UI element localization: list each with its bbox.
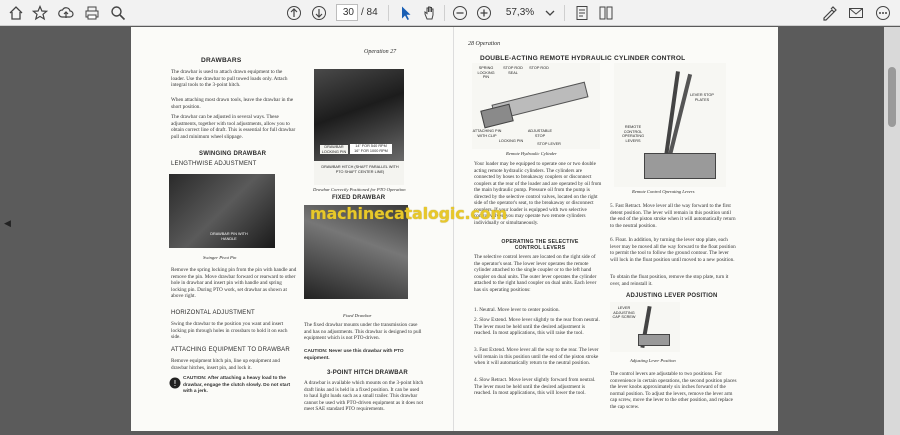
list-item: 6. Float. In addition, by turning the lever stop plate, each lever may be moved all the way forward to the float position to permit the tool to follow the ground contour. The lever will lock in the float position until moved to a new position. [610, 237, 736, 263]
paragraph: The control levers are adjustable to two positions. For convenience in certain operations, the second position places the lever knobs approximately six inches forward of the normal position. To adjust the levers, remove the lever arm cap screw, move the lever to the other position, and replace the cap screw. [610, 371, 737, 410]
bookmark-star-icon[interactable] [30, 3, 50, 23]
list-item: 1. Neutral. Move lever to center position. [474, 307, 560, 313]
svg-text:!: ! [173, 379, 177, 388]
paragraph: The drawbar is used to attach drawn equipment to the loader. Use the drawbar to pull towed loads only. Attach integral tools to the 3-point hitch. [171, 69, 288, 88]
heading-swinging-drawbar: SWINGING DRAWBAR [199, 151, 267, 157]
figure-adjusting-lever: LEVER ADJUSTING CAP SCREW [610, 302, 680, 352]
heading-fixed-drawbar: FIXED DRAWBAR [332, 195, 386, 201]
toolbar-divider [388, 5, 389, 21]
page-number-input[interactable]: 30 [336, 4, 358, 21]
upload-icon[interactable] [56, 3, 76, 23]
caution-note: CAUTION: After attaching a heavy load to the drawbar, engage the clutch slowly. Do not start with a jerk. [183, 376, 291, 394]
home-icon[interactable] [6, 3, 26, 23]
paragraph: Swing the drawbar to the position you want and insert locking pin through holes in crossbars to hold it on each side. [171, 321, 288, 340]
section-title-drawbars: DRAWBARS [201, 57, 242, 64]
figure-caption: Remote Hydraulic Cylinder [506, 151, 557, 156]
heading-3-point-hitch: 3-POINT HITCH DRAWBAR [327, 370, 408, 376]
previous-page-arrow-icon[interactable]: ◀ [4, 218, 11, 228]
pointer-icon[interactable] [396, 3, 416, 23]
scrollbar-thumb[interactable] [888, 67, 896, 127]
list-item: 3. Fast Extend. Move lever all the way to the rear. The lever will remain in this position until the end of the piston stroke when it will automatically return to the neutral position. [474, 347, 599, 366]
zoom-in-icon[interactable] [474, 3, 494, 23]
figure-remote-hydraulic-cylinder: SPRING LOCKING PIN STOP ROD SEAL STOP ROD ADJUSTABLE STOP ATTACHING PIN WITH CLIP LOCKING PIN STOP LEVER [472, 63, 600, 149]
figure-caption: Drawbar Correctly Positioned for PTO Operation [313, 187, 406, 192]
paragraph: The fixed drawbar mounts under the transmission case and has no adjustments. This drawbar is designed to pull equipment which is not PTO-driven. [304, 322, 422, 341]
figure-caption: Swinger Pivot Pin [203, 255, 237, 260]
page-header: Operation 27 [364, 49, 397, 55]
heading-horizontal-adjustment: HORIZONTAL ADJUSTMENT [171, 310, 255, 316]
viewer-toolbar [0, 0, 900, 26]
figure-caption: Remote Control Operating Levers [632, 189, 695, 194]
paragraph: Remove equipment hitch pin, line up equipment and drawbar hitches, insert pin, and lock it. [171, 358, 280, 371]
paragraph: The selective control levers are located on the right side of the operator's seat. The lower lever operates the remote cylinder attached to the single coupler or to the left hand coupler on dual units. The outer lever operates the cylinder attached to the right hand coupler on dual units. Each lever has six operating positions: [474, 254, 597, 293]
section-title-remote-cylinder: DOUBLE-ACTING REMOTE HYDRAULIC CYLINDER CONTROL [480, 55, 686, 62]
figure-caption: Adjusting Lever Position [630, 358, 676, 363]
heading-lengthwise-adjustment: LENGTHWISE ADJUSTMENT [171, 161, 257, 167]
vertical-scrollbar[interactable] [884, 27, 900, 435]
zoom-level[interactable]: 57,3% [505, 7, 535, 18]
list-item: 2. Slow Extend. Move lever slightly to the rear from neutral. The lever must be held until the desired adjustment is reached. In most applications, this will raise the tool. [474, 317, 600, 336]
list-item: 4. Slow Retract. Move lever slightly forward from neutral. The lever must be held until the desired adjustment is reached. In most applications, this will lower the tool. [474, 377, 596, 396]
toolbar-divider [444, 5, 445, 21]
paragraph: A drawbar is available which mounts on the 3-point hitch draft links and is held in a fixed position. It can be used to haul light loads such as a small trailer. This drawbar cannot be used with PTO-driven equipment as it does not meet SAE standard PTO requirements. [304, 380, 424, 412]
document-tools-icon[interactable] [572, 3, 592, 23]
print-icon[interactable] [82, 3, 102, 23]
paragraph: To obtain the float position, remove the stop plate, turn it over, and reinstall it. [610, 274, 729, 287]
figure-remote-control-levers: LEVER STOP PLATES REMOTE CONTROL OPERATING LEVERS [614, 63, 726, 187]
page-28 [453, 27, 778, 431]
page-header: 28 Operation [468, 41, 501, 47]
caution-icon [169, 377, 181, 389]
page-total: / 84 [361, 7, 378, 18]
page-27 [131, 27, 453, 431]
figure-drawbar-pto: DRAWBAR LOCKING PIN 14" FOR 540 RPM 16" FOR 1000 RPM DRAWBAR HITCH (SHAFT PARALLEL WITH PTO SHAFT CENTER LINE) [314, 69, 404, 185]
toolbar-divider [564, 5, 565, 21]
sign-icon[interactable] [820, 3, 840, 23]
page-down-icon[interactable] [309, 3, 329, 23]
paragraph: Your loader may be equipped to operate one or two double acting remote hydraulic cylinders. The cylinders are connected by hoses to breakaway couplers or disconnect couplers at the rear of the loader and are operated by oil from the main hydraulic pump. Pressure oil from the pump is directed by the selective control valves, located on the right side of the operator's seat, to the breakaway or disconnect couplers. If your loader is equipped with two selective control valves, you may operate two remote cylinders individually or simultaneously. [474, 161, 602, 226]
mail-icon[interactable] [846, 3, 866, 23]
page-up-icon[interactable] [284, 3, 304, 23]
page-layout-icon[interactable] [596, 3, 616, 23]
heading-attaching-equipment: ATTACHING EQUIPMENT TO DRAWBAR [171, 347, 290, 353]
paragraph: The drawbar can be adjusted in several ways. These adjustments, together with tool adjustments, allow you to obtain correct line of draft. This is essential for full drawbar pull and minimum wheel slippage. [171, 114, 296, 140]
paragraph: Remove the spring locking pin from the pin with handle and remove the pin. Move drawbar forward or rearward to other hole in drawbar and insert pin with handle and spring locking pin. During PTO work, set drawbar as shown at above right. [171, 267, 297, 299]
figure-caption: Fixed Drawbar [343, 313, 372, 318]
paragraph: When attaching most drawn tools, leave the drawbar in the short position. [171, 97, 294, 110]
more-icon[interactable] [873, 3, 893, 23]
heading-adjusting-lever: ADJUSTING LEVER POSITION [626, 293, 718, 299]
zoom-dropdown-icon[interactable] [540, 3, 560, 23]
watermark: machinecatalogic.com [310, 204, 507, 223]
figure-swinger-pivot-pin: DRAWBAR PIN WITH HANDLE [169, 174, 275, 248]
search-icon[interactable] [108, 3, 128, 23]
hand-icon[interactable] [420, 3, 440, 23]
zoom-out-icon[interactable] [450, 3, 470, 23]
caution-note: CAUTION: Never use this drawbar with PTO equipment. [304, 349, 404, 361]
list-item: 5. Fast Retract. Move lever all the way forward to the first detent position. The lever will remain in this position until the end of the piston stroke when it will automatically return to the neutral position. [610, 203, 736, 229]
heading-operating-levers: OPERATING THE SELECTIVE CONTROL LEVERS [501, 239, 579, 251]
